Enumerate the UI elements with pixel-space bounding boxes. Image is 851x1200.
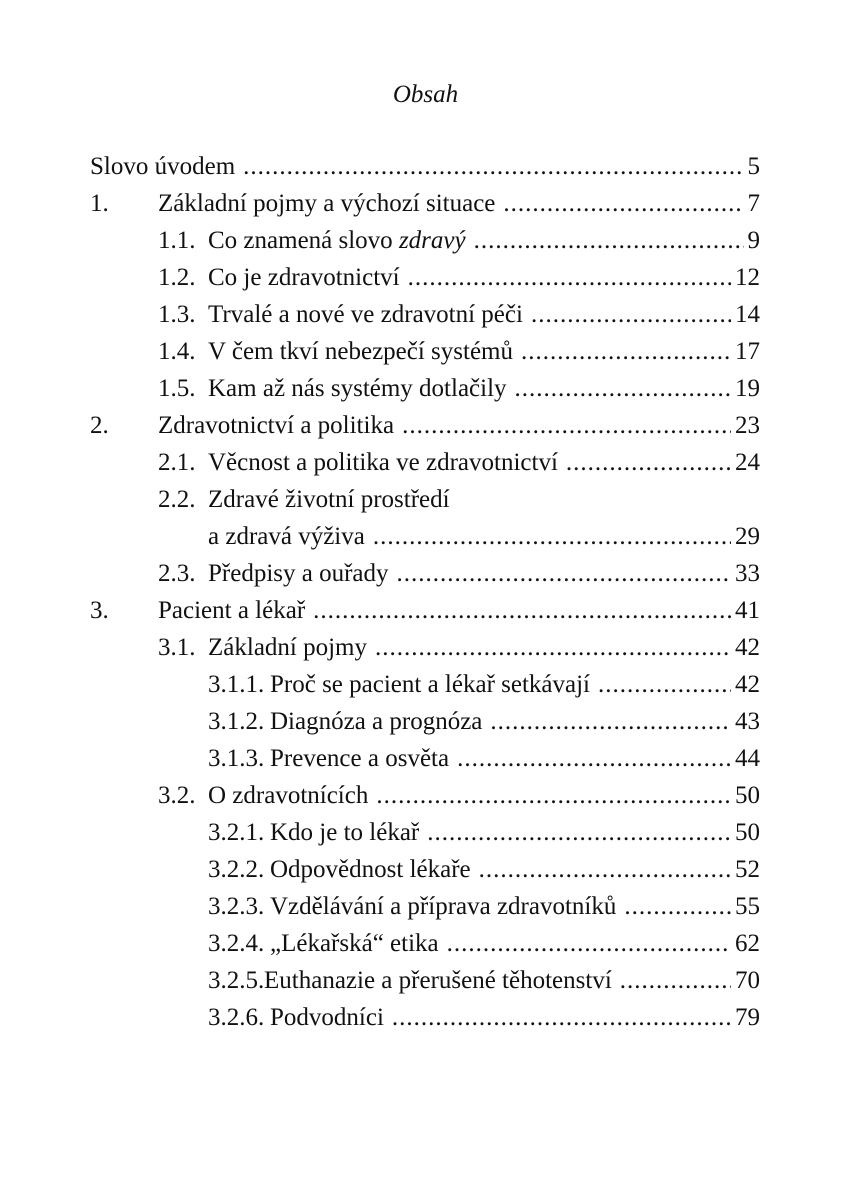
toc-entry-subsection-3-2-5 [208,964,760,998]
toc-entry-label: Základní pojmy a výchozí situace [158,190,496,217]
toc-entry-label: Kdo je to lékař [270,819,420,846]
toc-entry-section-1-2 [158,261,760,295]
toc-entry-section-1-3 [158,298,760,332]
toc-entry-subsection-3-1-1 [208,668,760,702]
toc-page-number: 24 [735,449,760,476]
toc-leader-dots [408,261,731,295]
toc-page-number: 9 [747,227,760,254]
toc-entry-label: Vzdělávání a příprava zdravotníků [270,893,617,920]
toc-leader-dots [373,520,731,554]
toc-leader-dots [479,853,731,887]
toc-entry-label: Odpovědnost lékaře [270,856,471,883]
toc-entry-label: Trvalé a nové ve zdravotní péči [208,301,523,328]
toc-entry-number: 1.5. [158,375,196,402]
toc-entry-label: V čem tkví nebezpečí systémů [208,338,514,365]
toc-entry-number: 3.1.3. [208,745,265,772]
toc-leader-dots [474,224,744,258]
toc-entry-label: Euthanazie a přerušené těhotenství [264,967,612,994]
toc-entry-label-continuation: a zdravá výživa [208,523,365,550]
toc-page-number: 17 [735,338,760,365]
toc-entry-label: Proč se pacient a lékař setkávají [270,671,590,698]
toc-entry-number: 1.4. [158,338,196,365]
toc-entry-chapter-2 [90,409,760,443]
toc-entry-label: Pacient a lékař [158,597,306,624]
toc-entry-number: 3.1.2. [208,708,265,735]
toc-entry-section-3-1 [158,631,760,665]
toc-entry-subsection-3-2-4 [208,927,760,961]
toc-entry-section-3-2 [158,779,760,813]
toc-page-number: 79 [735,1004,760,1031]
toc-leader-dots [521,335,731,369]
toc-entry-number: 1.2. [158,264,196,291]
toc-page-number: 5 [747,153,760,180]
toc-leader-dots [397,557,731,591]
toc-entry-number: 3.1. [158,634,196,661]
toc-entry-subsection-3-1-3 [208,742,760,776]
toc-page-number: 50 [735,819,760,846]
toc-entry-subsection-3-2-6 [208,1001,760,1035]
toc-leader-dots [392,1001,731,1035]
toc-page-number: 44 [735,745,760,772]
toc-entry-section-2-2 [158,483,760,517]
toc-leader-dots [427,816,731,850]
toc-leader-dots [457,742,731,776]
toc-entry-number: 3.2.4. [208,930,265,957]
toc-page-number: 42 [735,671,760,698]
toc-leader-dots [624,890,731,924]
toc-leader-dots [376,779,731,813]
toc-entry-section-1-1 [158,224,760,258]
toc-entry-foreword [90,150,760,184]
toc-page-number: 33 [735,560,760,587]
toc-entry-section-2-2-continuation [208,520,760,554]
toc-entry-label: Předpisy a ouřady [208,560,389,587]
toc-page-number: 19 [735,375,760,402]
toc-entry-number: 3.1.1. [208,671,265,698]
toc-entry-section-1-5 [158,372,760,406]
toc-entry-section-2-3 [158,557,760,591]
toc-entry-label: Základní pojmy [208,634,367,661]
toc-entry-number: 3. [90,597,109,624]
toc-entry-label: Co znamená slovo zdravý [208,227,466,254]
toc-page-number: 50 [735,782,760,809]
toc-page-number: 43 [735,708,760,735]
toc-page-number: 70 [735,967,760,994]
toc-leader-dots [515,372,731,406]
toc-leader-dots [447,927,731,961]
toc-entry-number: 1.3. [158,301,196,328]
toc-entry-number: 1.1. [158,227,196,254]
toc-entry-label: Zdravé životní prostředí [208,486,450,513]
toc-page-number: 7 [747,190,760,217]
toc-entry-label: Věcnost a politika ve zdravotnictví [208,449,558,476]
toc-leader-dots [598,668,731,702]
toc-entry-number: 2.1. [158,449,196,476]
toc-entry-number: 3.2.2. [208,856,265,883]
toc-entry-number: 1. [90,190,109,217]
toc-page-number: 42 [735,634,760,661]
toc-entry-number: 3.2.3. [208,893,265,920]
toc-entry-subsection-3-1-2 [208,705,760,739]
toc-entry-number: 2.2. [158,486,196,513]
toc-entry-chapter-1 [90,187,760,221]
toc-page-number: 55 [735,893,760,920]
toc-page-number: 29 [735,523,760,550]
toc-leader-dots [313,594,731,628]
toc-leader-dots [620,964,731,998]
toc-entry-label: Co je zdravotnictví [208,264,400,291]
toc-entry-number: 2.3. [158,560,196,587]
toc-leader-dots [531,298,731,332]
toc-leader-dots [375,631,731,665]
toc-entry-subsection-3-2-1 [208,816,760,850]
toc-leader-dots [566,446,731,480]
toc-page-number: 12 [735,264,760,291]
toc-entry-label: Kam až nás systémy dotlačily [208,375,507,402]
toc-entry-label: Slovo úvodem [90,153,236,180]
toc-entry-label: O zdravotnících [208,782,369,809]
toc-page-number: 14 [735,301,760,328]
toc-entry-label: Podvodníci [270,1004,384,1031]
toc-entry-label: Diagnóza a prognóza [270,708,483,735]
toc-page-number: 62 [735,930,760,957]
toc-page-number: 52 [735,856,760,883]
toc-leader-dots [503,187,743,221]
toc-leader-dots [490,705,731,739]
toc-entry-label: Prevence a osvěta [270,745,450,772]
toc-entry-number: 3.2.5. [208,967,265,994]
toc-leader-dots [402,409,731,443]
toc-entry-section-2-1 [158,446,760,480]
toc-entry-label: Zdravotnictví a politika [158,412,395,439]
toc-entry-number: 3.2.6. [208,1004,265,1031]
toc-entry-label: „Lékařská“ etika [270,930,439,957]
toc-entry-subsection-3-2-2 [208,853,760,887]
toc-page-number: 23 [735,412,760,439]
toc-leader-dots [243,150,743,184]
toc-entry-chapter-3 [90,594,760,628]
toc-entry-number: 3.2.1. [208,819,265,846]
toc-entry-number: 2. [90,412,109,439]
toc-entry-section-1-4 [158,335,760,369]
page-title: Obsah [392,81,459,108]
toc-entry-subsection-3-2-3 [208,890,760,924]
toc-entry-number: 3.2. [158,782,196,809]
toc-page-number: 41 [735,597,760,624]
